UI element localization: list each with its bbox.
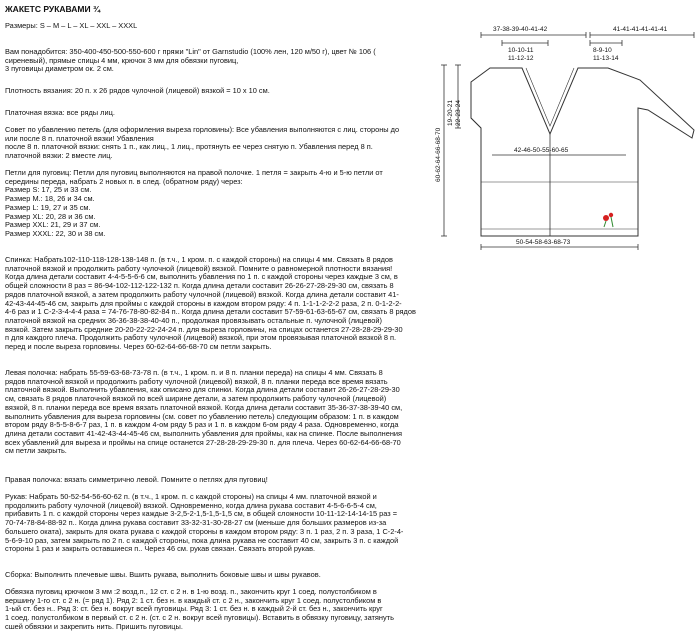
- buttonholes-paragraph: Петли для пуговиц: Петли для пуговиц выполняются на правой полочке. 1 петля = закрыть 4-ю и 5-ю петли от середины переда, набрать 2 новых п. в след. (обратном ряду) через: Размер S: 17, 25 и 33 см. Размер M.: 18, 26 и 34 см. Размер L: 19, 27 и 35 см. Размер XL: 20, 28 и 36 см. Размер XXL: 21, 29 и 37 см. Размер XXXL: 22, 30 и 38 см.: [5, 168, 383, 238]
- label-armhole-a: 19-20-21: [447, 99, 454, 126]
- sizes-line: Размеры: S – M – L – XL – XXL – XXXL: [5, 21, 138, 30]
- button-cover-paragraph: Обвязка пуговиц крючком 3 мм :2 возд.п., 12 ст. с 2 н. в 1-ю возд. п., закончить круг 1 соед. полустолбиком в вершину 1-го ст. с 2 н. (= ряд 1). Ряд 2: 1 ст. без н. в каждый ст. с 2 н., закончить круг 1 соед. полустолбиком в 1-ый ст. без н.. Ряд 3: ст. без н. вокруг всей пуговицы. Ряд 3: 1 ст. без н. в каждый 2-й ст. без н., закончить круг 1 соед. полустолбиком в первый ст. с 2 н. (ст. с 2 н. вокруг всей пуговицы). Вставить в обвязку пуговицу, затянуть сшей обвязки и закрепить нить. Пришить пуговицы.: [5, 587, 394, 631]
- page-title: ЖАКЕТС РУКАВАМИ ¾: [5, 4, 101, 14]
- flower-icon: [603, 213, 613, 227]
- label-chest-width: 42-46-50-55-60-65: [514, 147, 569, 154]
- label-total-length: 60-62-64-66-68-70: [435, 127, 442, 182]
- label-shoulder-b: 11-12-12: [508, 55, 534, 62]
- sleeve-paragraph: Рукав: Набрать 50-52-54-56-60-62 п. (в т.ч., 1 кром. п. с каждой стороны) на спицы 4 мм. платочной вязкой и продолжить работу чулочной (лицевой) вязкой. Одновременно, когда длина рукава составит 4-5-6-6-5-4 см, прибавить 1 п. с каждой стороны через каждые 3-2,5-2-1,5-1,5-1,5 см, в общей сложности 10-11-12-14-14-15 раз = 70-74-78-84-88-92 п.. Когда длина рукава составит 33-32-31-30-28-27 см (меньше для больших размеров из-за большего оката), закрыть для оката рукава с каждой стороны в каждом втором ряду: 3 п. 1 раз, 2 п. 3 раза, 1 С-2-4- 5-6-9-10 раз, затем закрыть по 2 п. с каждой стороны, пока длина рукава не составит 40 см, закрыть 3 п. с каждой стороны 1 раз и закрыть оставшиеся п.. Через 46 см. рукав связан. Связать второй рукав.: [5, 492, 404, 554]
- label-neck-b: 11-13-14: [593, 55, 619, 62]
- schematic-drawing: [430, 0, 699, 300]
- garment-schematic: [430, 0, 699, 300]
- materials-paragraph: Вам понадобится: 350-400-450-500-550-600 г пряжи "Lin" от Garnstudio (100% лен, 120 м/50 г), цвет № 106 ( сиреневый), прямые спицы 4 мм, крючок 3 мм для обвязки пуговиц, 3 пуговицы диаметром ок. 2 см.: [5, 47, 376, 74]
- label-neck-a: 8-9-10: [593, 47, 612, 54]
- label-shoulder-a: 10-10-11: [508, 47, 534, 54]
- back-paragraph: Спинка: Набрать102-110-118-128-138-148 п. (в т.ч., 1 кром. п. с каждой стороны) на спицы 4 мм. Связать 8 рядов платочной вязкой и продолжить работу чулочной (лицевой) вязкой. Помните о равномерной плотности вязания! Когда длина детали составит 4-4-5-5-6-6 см, выполнить убавления по 1 п. с каждой стороны через каждые 3 см, в общей сложности 8 раз = 86-94-102-112-122-132 п. Когда длина детали составит 26-26-27-28-29-30 см, связать 8 рядов платочной вязкой, а затем продолжить работу чулочной (лицевой) вязкой. Когда длина детали составит 41- 42-43-44-45-46 см, закрыть для проймы с каждой стороны в каждом втором ряду: 4 п. 1-1-1-2-2-2 раза, 2 п. 0-1-2-2- 4-6 раз и 1 С-2-3-4-4-4 раза = 74-76-78-80-82-84 п.. Когда длина детали составит 57-59-61-63-65-67 см, связать 8 рядов платочной вязкой на средних 36-36-38-38-40-40 п., продолжая провязывать остальные п. чулочной (лицевой) вязкой. Затем закрыть средние 20-20-22-22-24-24 п. для выреза горловины, на спицах останется 27-28-28-29-29-30 п для каждого плеча. Продолжить работу чулочной (лицевой) вязкой, при этом провязывая платочной вязкой 8 п. перед и после выреза горловины. Через 60-62-64-66-68-70 см петли закрыть.: [5, 255, 416, 352]
- jacket-outline: [471, 68, 694, 236]
- decrease-tip-paragraph: Совет по убавлению петель (для оформления выреза горловины): Все убавления выполняются с лиц. стороны до или после 8 п. платочной вязки! Убавления после 8 п. платочной вязки: снять 1 п., как лиц., 1 лиц., протянуть ее через снятую п. Убавления перед 8 п. платочной вязки: 2 вместе лиц.: [5, 125, 400, 161]
- label-shoulder-top: 37-38-39-40-41-42: [493, 26, 548, 33]
- left-front-paragraph: Левая полочка: набрать 55-59-63-68-73-78 п. (в т.ч., 1 кром. п. и 8 п. планки переда) на спицы 4 мм. Связать 8 рядов платочной вязкой и продолжить работу чулочной (лицевой) вязкой, 8 п. планки переда все время вязать платочной вязкой. Выполнить убавления, как описано для спинки. Когда длина детали составит 26-26-27-28-29-30 см, связать 8 рядов платочной вязкой по всей ширине детали, а затем продолжить работу чулочной (лицевой) вязкой, 8 п. планки переда все время вязать платочной вязкой. Когда длина детали составит 35-36-37-38-39-40 см, выполнить убавления для выреза горловины (см. совет по убавлению петель) следующим образом: 1 п. в каждом втором ряду 8-5-5-8-6-7 раз, 1 п. в каждом 4-ом ряду 5 раз и 1 п. в каждом 6-ом ряду 4 раза. Одновременно, когда длина детали составит 41-42-43-44-45-46 см, выполнить убавления для проймы, как на спинке. После выполнения всех убавлений для выреза и проймы на спице останется 27-28-28-29-29-30 п. для плеча. Через 60-62-64-66-68-70 см петли закрыть.: [5, 368, 403, 456]
- assembly-paragraph: Сборка: Выполнить плечевые швы. Вшить рукава, выполнить боковые швы и швы рукавов.: [5, 570, 321, 579]
- density-paragraph: Плотность вязания: 20 п. х 26 рядов чулочной (лицевой) вязкой = 10 х 10 см.: [5, 86, 270, 95]
- right-front-paragraph: Правая полочка: вязать симметрично левой. Помните о петлях для пуговиц!: [5, 475, 268, 484]
- garter-paragraph: Платочная вязка: все ряды лиц.: [5, 108, 115, 117]
- label-armhole-b: 22-23-24: [455, 99, 462, 126]
- label-neck-top: 41-41-41-41-41-41: [613, 26, 668, 33]
- label-hem-width: 50-54-58-63-68-73: [516, 239, 571, 246]
